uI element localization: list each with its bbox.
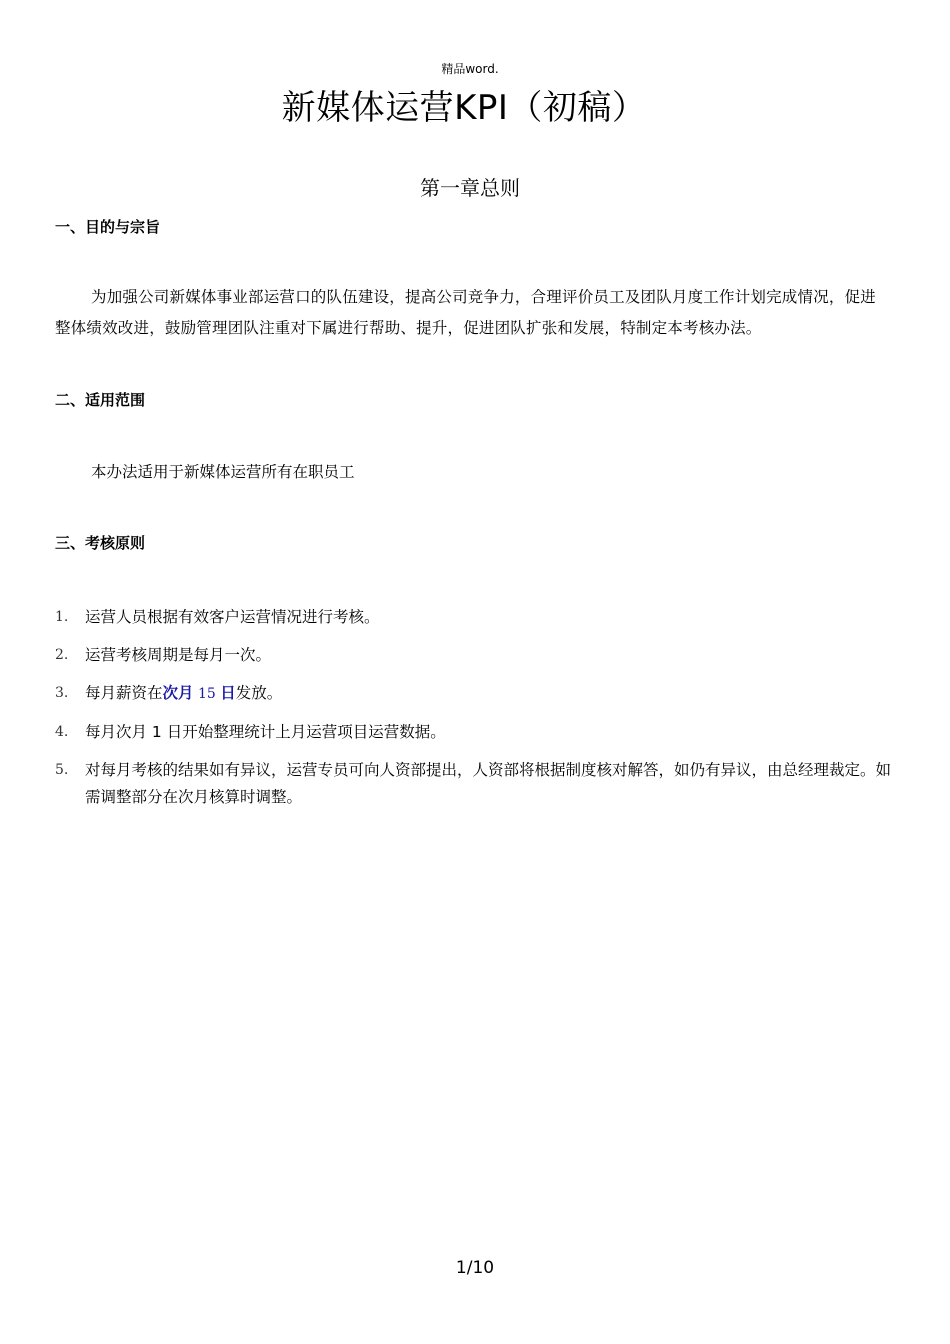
list-item — [55, 642, 895, 669]
list-item-text-suffix: 发放。 — [235, 684, 283, 702]
list-item-text: 对每月考核的结果如有异议，运营专员可向人资部提出，人资部将根据制度核对解答，如仍有异议，由总经理裁定。如需调整部分在次月核算时调整。 — [85, 761, 892, 806]
highlight-day: 日 — [220, 684, 236, 702]
list-item-number: 1. — [55, 609, 69, 625]
highlight-next-month: 次月 — [162, 684, 194, 702]
chapter-title: 第一章总则 — [420, 176, 520, 200]
section-heading-scope: 二、适用范围 — [55, 391, 146, 409]
watermark: 精品word. — [441, 62, 499, 76]
principles-list — [55, 604, 895, 822]
section-heading-principles: 三、考核原则 — [55, 534, 146, 552]
list-item — [55, 719, 895, 746]
scope-paragraph: 本办法适用于新媒体运营所有在职员工 — [91, 463, 355, 481]
list-item-number: 3. — [55, 685, 69, 701]
list-item — [55, 757, 895, 811]
document-title: 新媒体运营KPI（初稿） — [281, 88, 647, 128]
list-item-number: 5. — [55, 762, 69, 778]
page-number: 1/10 — [455, 1258, 495, 1278]
section-heading-purpose: 一、目的与宗旨 — [55, 218, 161, 236]
list-item-text-prefix: 每月薪资在 — [85, 684, 163, 702]
list-item-number: 4. — [55, 724, 69, 740]
list-item-text: 运营考核周期是每月一次。 — [85, 646, 272, 664]
list-item — [55, 604, 895, 631]
list-item-text: 运营人员根据有效客户运营情况进行考核。 — [85, 608, 380, 626]
highlight-day-number: 15 — [193, 686, 221, 702]
list-item — [55, 680, 895, 708]
purpose-paragraph: 为加强公司新媒体事业部运营口的队伍建设，提高公司竞争力，合理评价员工及团队月度工作计划完成情况，促进整体绩效改进，鼓励管理团队注重对下属进行帮助、提升，促进团队扩张和发展，特制定本考核办法。 — [55, 288, 877, 337]
list-item-number: 2. — [55, 647, 69, 663]
list-item-text: 每月次月 1 日开始整理统计上月运营项目运营数据。 — [85, 723, 446, 741]
